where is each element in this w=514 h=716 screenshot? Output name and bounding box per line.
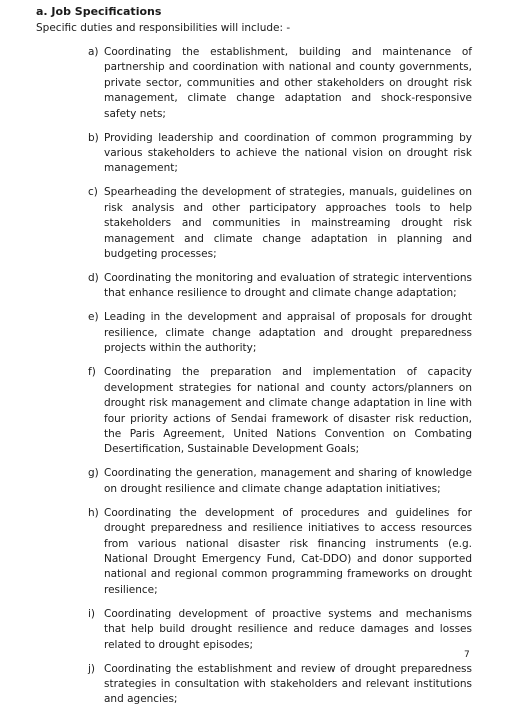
list-marker: e): [88, 311, 99, 324]
list-marker: i): [88, 607, 96, 620]
list-item-text: Coordinating the development of procedures and guidelines for drought preparedness and resilience initiatives to access resources from various national disaster risk financing instruments (e.g. National Drought Emergency Fund, Cat-DDO) and donor supported national and regional common programming frameworks on drought resilience;: [104, 506, 472, 596]
list-item-text: Coordinating development of proactive systems and mechanisms that help build drought resilience and reduce damages and losses related to drought episodes;: [104, 607, 472, 651]
section-heading: a. Job Specifications: [36, 5, 162, 18]
list-item: [88, 466, 472, 497]
list-item-text: Coordinating the generation, management and sharing of knowledge on drought resilience and climate change adaptation initiatives;: [104, 467, 472, 495]
list-item-text: Leading in the development and appraisal of proposals for drought resilience, climate change adaptation and drought preparedness projects within the authority;: [104, 311, 472, 355]
list-marker: h): [88, 506, 99, 519]
list-item-text: Providing leadership and coordination of common programming by various stakeholders to achieve the national vision on drought risk management;: [104, 131, 472, 175]
list-item: [88, 310, 472, 356]
list-marker: b): [88, 131, 99, 144]
list-item: [88, 662, 472, 708]
list-item: [88, 185, 472, 262]
list-item-text: Coordinating the establishment, building and maintenance of partnership and coordination with national and county governments, private sector, communities and other stakeholders on drought risk management, climate change adaptation and shock-responsive safety nets;: [104, 46, 472, 120]
list-item-text: Spearheading the development of strategies, manuals, guidelines on risk analysis and other participatory approaches tools to help stakeholders and communities in mainstreaming drought risk management and climate change adaptation in planning and budgeting processes;: [104, 186, 472, 261]
list-item: [88, 607, 472, 653]
list-marker: c): [88, 186, 98, 199]
list-item: [88, 365, 472, 457]
list-item: [88, 506, 472, 598]
list-item-text: Coordinating the monitoring and evaluation of strategic interventions that enhance resilience to drought and climate change adaptation;: [104, 272, 472, 300]
list-marker: a): [88, 46, 99, 58]
duties-list: [88, 45, 472, 716]
list-item: [88, 271, 472, 302]
list-marker: j): [88, 662, 96, 675]
list-item: [88, 45, 472, 122]
page-number: 7: [464, 650, 470, 660]
list-marker: f): [88, 366, 96, 379]
section-intro: Specific duties and responsibilities will include: -: [36, 22, 291, 34]
list-item-text: Coordinating the preparation and implementation of capacity development strategies for national and county actors/planners on drought risk management and climate change adaptation in line with four priority actions of Sendai framework of disaster risk reduction, the Paris Agreement, United Nations Convention on Combating Desertification, Sustainable Development Goals;: [104, 366, 472, 456]
list-item-text: Coordinating the establishment and review of drought preparedness strategies in consultation with stakeholders and relevant institutions and agencies;: [104, 662, 472, 706]
list-item: [88, 131, 472, 177]
list-marker: d): [88, 272, 99, 285]
list-marker: g): [88, 467, 99, 480]
